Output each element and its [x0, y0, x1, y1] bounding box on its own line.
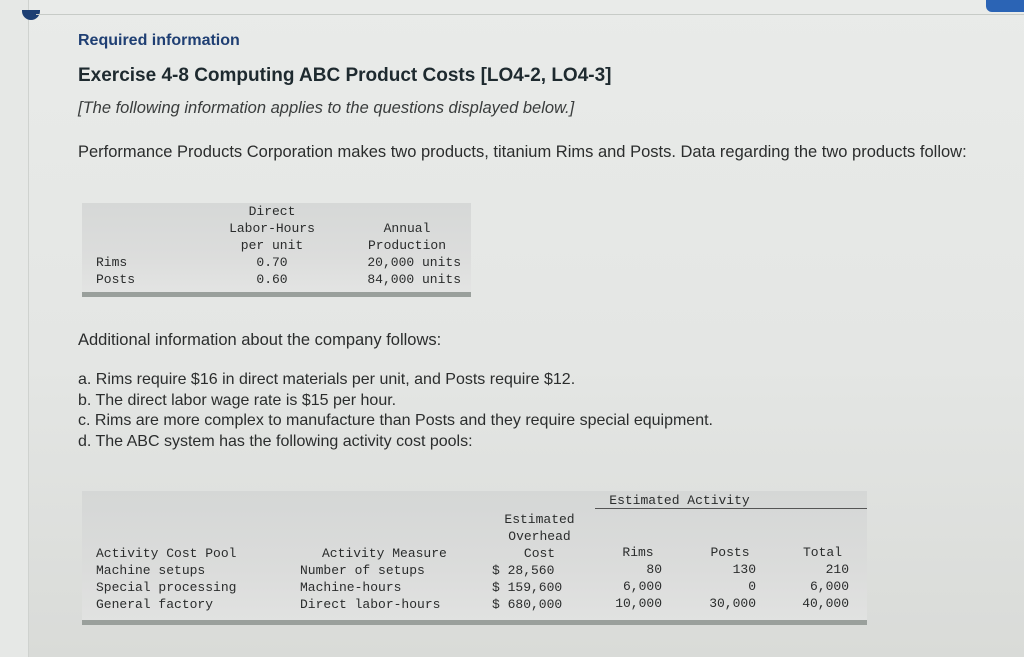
- info-item-a: a. Rims require $16 in direct materials per unit, and Posts require $12.: [78, 371, 576, 388]
- required-information-heading: Required information: [78, 32, 240, 49]
- total-machine-setups: 210: [825, 562, 849, 577]
- additional-info-heading: Additional information about the company follows:: [78, 331, 442, 349]
- info-item-c: c. Rims are more complex to manufacture than Posts and they require special equipment.: [78, 412, 713, 429]
- total-general-factory: 40,000: [802, 596, 849, 611]
- cost-general-factory: $ 680,000: [492, 597, 563, 612]
- rims-header: Rims: [622, 545, 654, 560]
- activity-table-bottom-rule: [82, 620, 867, 625]
- posts-production: 84,000 units: [367, 272, 461, 287]
- cost-machine-setups: $ 28,560: [492, 563, 555, 578]
- pool-header: Activity Cost Pool: [96, 546, 237, 561]
- dlh-header-line2: Labor-Hours: [229, 221, 315, 236]
- cost-header-line1: Estimated: [504, 512, 575, 527]
- pool-machine-setups: Machine setups: [96, 563, 206, 578]
- pool-general-factory: General factory: [96, 597, 214, 612]
- posts-special-processing: 0: [748, 579, 756, 594]
- rims-dlh: 0.70: [256, 255, 288, 270]
- total-special-processing: 6,000: [809, 579, 849, 594]
- exercise-title: Exercise 4-8 Computing ABC Product Costs [LO4-2, LO4-3]: [78, 65, 612, 86]
- production-header-line1: Annual: [383, 221, 431, 236]
- cost-header-line3: Cost: [523, 546, 556, 561]
- total-header: Total: [802, 545, 842, 560]
- estimated-activity-underline: [595, 508, 867, 509]
- measure-header: Activity Measure: [322, 546, 447, 561]
- cost-header-line2: Overhead: [508, 529, 571, 544]
- posts-dlh: 0.60: [256, 272, 288, 287]
- production-header-line2: Production: [367, 238, 446, 253]
- estimated-activity-header: Estimated Activity: [609, 493, 750, 508]
- table-bottom-rule: [82, 292, 471, 297]
- rims-special-processing: 6,000: [622, 579, 662, 594]
- instruction-note: [The following information applies to the questions displayed below.]: [78, 99, 575, 117]
- info-item-b: b. The direct labor wage rate is $15 per hour.: [78, 392, 397, 409]
- rims-general-factory: 10,000: [615, 596, 662, 611]
- dlh-header-line3: per unit: [240, 238, 304, 253]
- pool-special-processing: Special processing: [96, 580, 237, 595]
- info-item-d: d. The ABC system has the following activity cost pools:: [78, 433, 473, 450]
- measure-direct-labor-hours: Direct labor-hours: [300, 597, 441, 612]
- rims-machine-setups: 80: [646, 562, 662, 577]
- row-label-posts: Posts: [96, 272, 136, 287]
- intro-paragraph: Performance Products Corporation makes two products, titanium Rims and Posts. Data regarding the two products follow:: [78, 143, 967, 161]
- posts-general-factory: 30,000: [709, 596, 756, 611]
- posts-header: Posts: [710, 545, 750, 560]
- dlh-header-line1: Direct: [248, 204, 296, 219]
- top-divider: [36, 14, 1024, 15]
- corner-button[interactable]: [986, 0, 1024, 12]
- measure-machine-hours: Machine-hours: [300, 580, 402, 595]
- measure-number-of-setups: Number of setups: [300, 563, 425, 578]
- cost-special-processing: $ 159,600: [492, 580, 563, 595]
- posts-machine-setups: 130: [732, 562, 756, 577]
- row-label-rims: Rims: [96, 255, 128, 270]
- rims-production: 20,000 units: [367, 255, 461, 270]
- left-sidebar: [0, 0, 29, 657]
